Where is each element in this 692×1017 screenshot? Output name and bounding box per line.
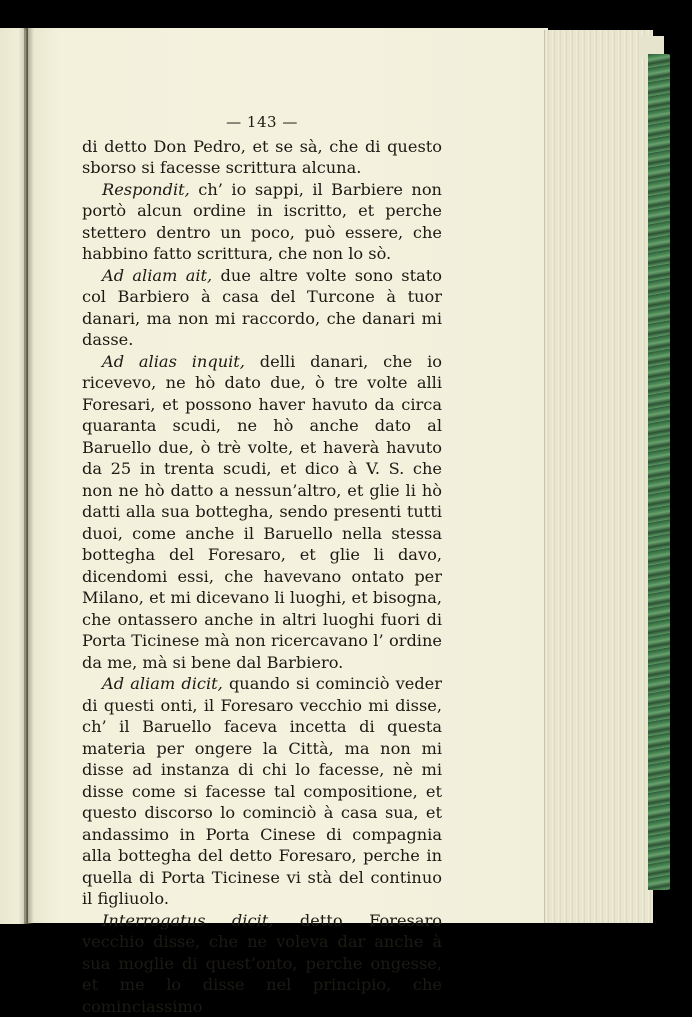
paragraph-lead: Ad alias inquit, — [102, 352, 245, 371]
paragraph-text: due altre volte sono stato col Barbiero à casa del Turcone à tuor danari, ma non mi raccordo, che danari mi dasse. — [82, 266, 442, 350]
paragraph-6 — [82, 910, 442, 1017]
paragraph-3 — [82, 265, 442, 351]
paragraph-text: quando si cominciò veder di questi onti, il Foresaro vecchio mi disse, ch’ il Baruello faceva incetta di questa materia per ongere la Città, ma non mi disse ad instanza di chi lo facesse, nè mi disse come si facesse tal compositione, et questo discorso lo cominciò à casa sua, et andassimo in Porta Cinese di compagnia alla bottegha del detto Foresaro, perche in quella di Porta Ticinese vi stà del continuo il figliuolo. — [82, 674, 442, 908]
marbled-cover-edge — [648, 54, 670, 890]
paragraph-lead: Interrogatus dicit, — [102, 911, 273, 930]
paragraph-5 — [82, 673, 442, 910]
paragraph-text: delli danari, che io ricevevo, ne hò dato due, ò tre volte alli Foresari, et possono haver havuto da circa quaranta scudi, ne hò anche dato al Baruello due, ò trè volte, et haverà havuto da 25 in trenta scudi, et dico à V. S. che non ne hò datto a nessun’altro, et glie li hò datti alla sua bottegha, sendo presenti tutti duoi, come anche il Baruello nella stessa bottegha del Foresaro, et glie li davo, dicendomi essi, che havevano ontato per Milano, et mi dicevano li luoghi, et bisogna, che ontassero anche in altri luoghi fuori di Porta Ticinese mà non ricercavano l’ ordine da me, mà si bene dal Barbiero. — [82, 352, 442, 672]
paragraph-text: detto Foresaro vecchio disse, che ne voleva dar anche à sua moglie di quest’onto, perche ongesse, et me lo disse nel principio, che cominciassimo — [82, 911, 442, 1016]
page-edges — [544, 30, 653, 923]
paragraph-lead: Ad aliam dicit, — [102, 674, 223, 693]
page-number: — 143 — — [82, 112, 442, 134]
facing-page-edge — [0, 28, 26, 924]
paragraph-text: di detto Don Pedro, et se sà, che di questo sborso si facesse scrittura alcuna. — [82, 137, 442, 178]
paragraph-lead: Respondit, — [102, 180, 190, 199]
page-text-block — [82, 112, 442, 1017]
paragraph-4 — [82, 351, 442, 674]
paragraph-1 — [82, 136, 442, 179]
paragraph-2 — [82, 179, 442, 265]
gutter-shadow — [24, 28, 34, 924]
paragraph-lead: Ad aliam ait, — [102, 266, 212, 285]
paragraph-text: ch’ io sappi, il Barbiere non portò alcun ordine in iscritto, et perche stettero dentro un poco, può essere, che habbino fatto scrittura, che non lo sò. — [82, 180, 442, 264]
